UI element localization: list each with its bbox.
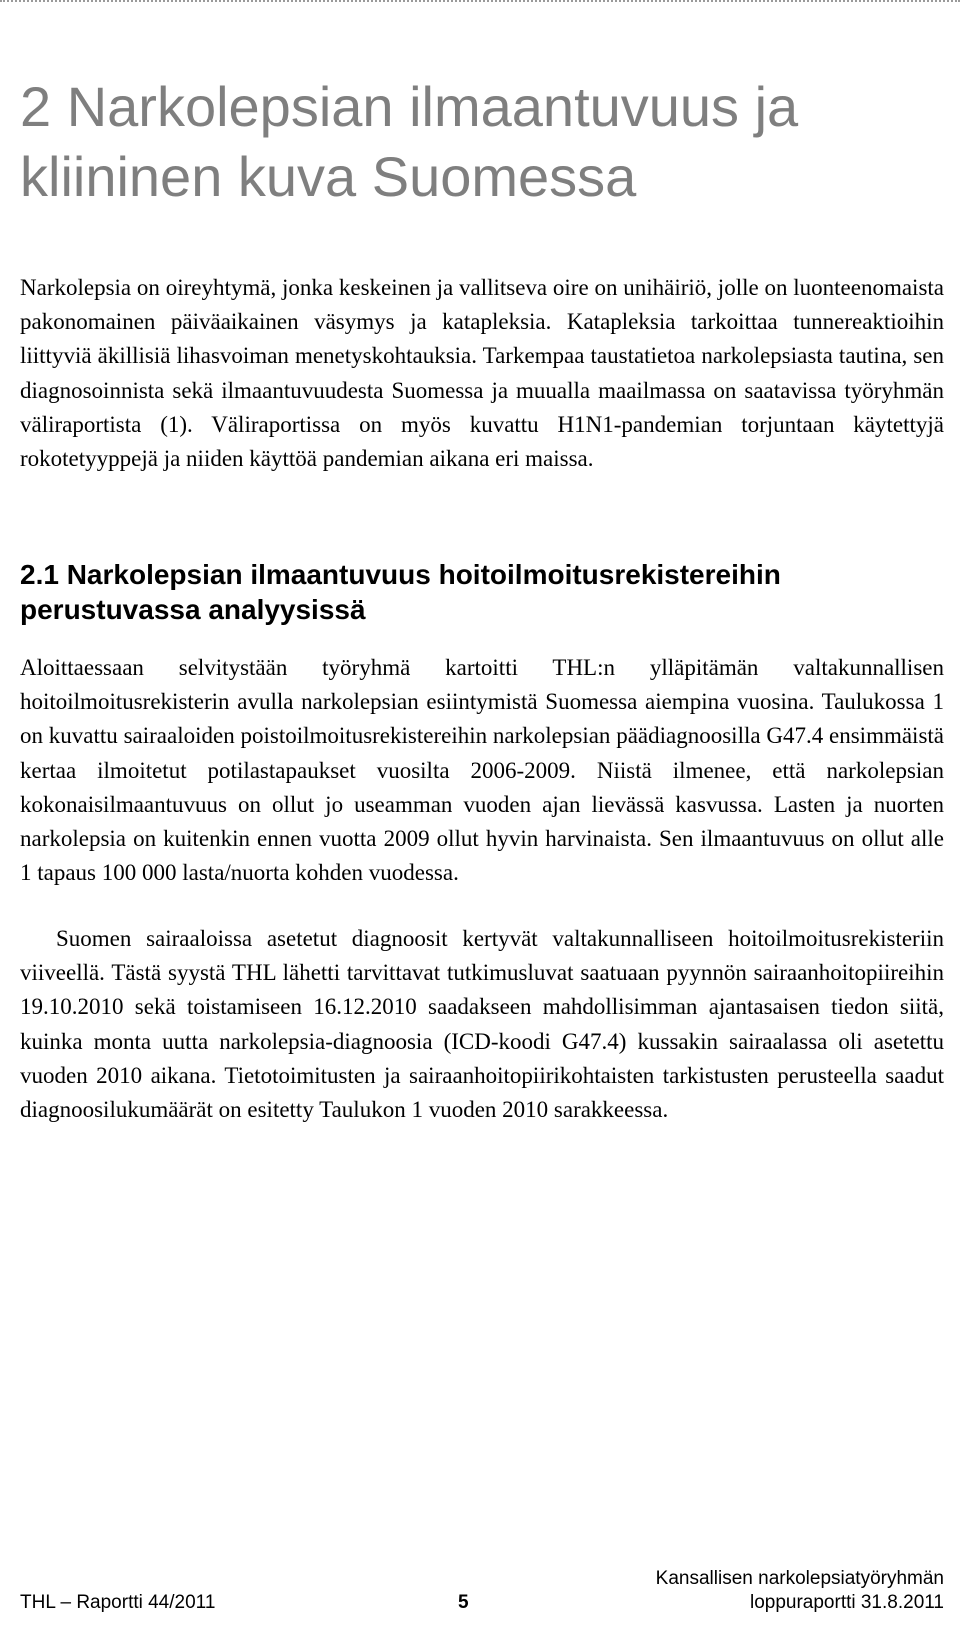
page-title-line-1: 2 Narkolepsian ilmaantuvuus ja [20, 75, 799, 138]
page-title [20, 72, 940, 212]
section-heading-line-2: perustuvassa analyysissä [20, 594, 366, 625]
footer-page-number: 5 [458, 1592, 469, 1613]
section-paragraph-1: Aloittaessaan selvitystään työryhmä kartoitti THL:n ylläpitämän valtakunnallisen hoitoilmoitusrekisterin avulla narkolepsian esiintymistä Suomessa aiempina vuosina. Taulukossa 1 on kuvattu sairaaloiden poistoilmoitusrekistereihin narkolepsian päädiagnoosilla G47.4 ensimmäistä kertaa ilmoitetut potilastapaukset vuosilta 2006-2009. Niistä ilmenee, että narkolepsian kokonaisilmaantuvuus on ollut jo useamman vuoden ajan lievässä kasvussa. Lasten ja nuorten narkolepsia on kuitenkin ennen vuotta 2009 ollut hyvin harvinaista. Sen ilmaantuvuus on ollut alle 1 tapaus 100 000 lasta/nuorta kohden vuodessa. [20, 655, 944, 886]
section-heading [20, 557, 940, 627]
page-title-line-2: kliininen kuva Suomessa [20, 145, 637, 208]
intro-paragraph: Narkolepsia on oireyhtymä, jonka keskeinen ja vallitseva oire on unihäiriö, jolle on luonteenomaista pakonomainen päiväaikainen väsymys ja katapleksia. Katapleksia tarkoittaa tunnereaktioihin liittyviä äkillisiä lihasvoiman menetyskohtauksia. Tarkempaa taustatietoa narkolepsiasta tautina, sen diagnosoinnista sekä ilmaantuvuudesta Suomessa ja muualla maailmassa on saatavissa työryhmän väliraportista (1). Väliraportissa on myös kuvattu H1N1-pandemian torjuntaan käytettyjä rokotetyyppejä ja niiden käyttöä pandemian aikana eri maissa. [20, 275, 944, 472]
footer-report-title [656, 1567, 944, 1615]
footer-report-title-line-2: loppuraportti 31.8.2011 [749, 1592, 944, 1613]
top-dotted-rule [0, 0, 960, 2]
footer-report-title-line-1: Kansallisen narkolepsiatyöryhmän [655, 1568, 944, 1589]
footer-report-id: THL – Raportti 44/2011 [20, 1592, 216, 1613]
section-heading-line-1: 2.1 Narkolepsian ilmaantuvuus hoitoilmoitusrekistereihin [20, 559, 781, 590]
section-paragraph-2: Suomen sairaaloissa asetetut diagnoosit kertyvät valtakunnalliseen hoitoilmoitusrekisteriin viiveellä. Tästä syystä THL lähetti tarvittavat tutkimusluvat saatuaan pyynnön sairaanhoitopiireihin 19.10.2010 sekä toistamiseen 16.12.2010 saadakseen mahdollisimman ajantasaisen tiedon siitä, kuinka monta uutta narkolepsia-diagnoosia (ICD-koodi G47.4) kussakin sairaalassa oli asetettu vuoden 2010 aikana. Tietotoimitusten ja sairaanhoitopiirikohtaisten tarkistusten perusteella saadut diagnoosilukumäärät on esitetty Taulukon 1 vuoden 2010 sarakkeessa. [20, 926, 944, 1123]
